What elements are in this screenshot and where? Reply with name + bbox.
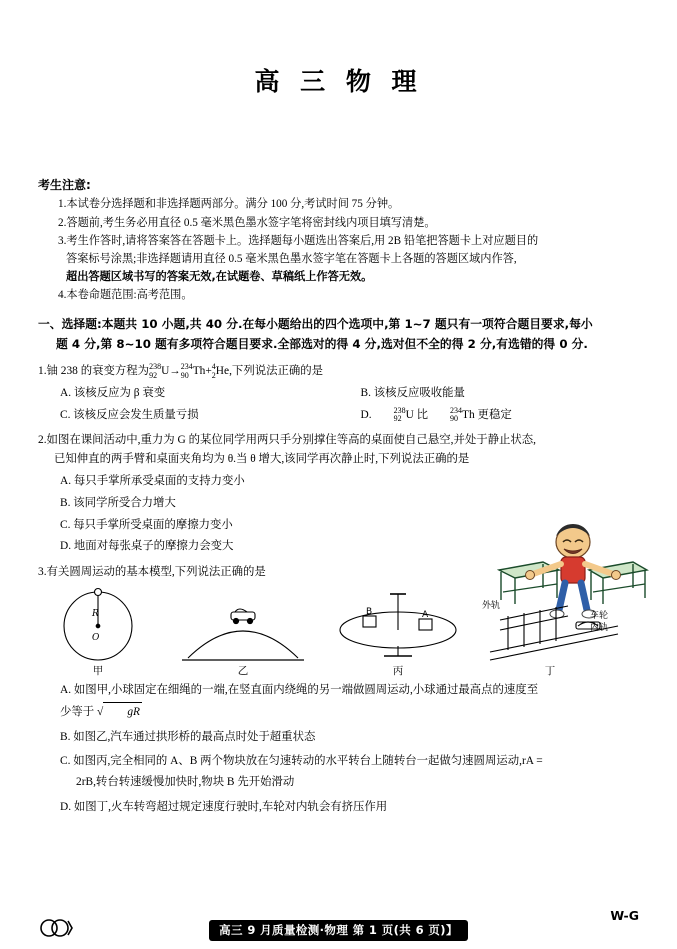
notice-item-3-cont-1: 答案标号涂黑;非选择题请用直径 0.5 毫米黑色墨水签字笔在答题卡上各题的答题区域内作答, (66, 252, 517, 265)
q1-optd-n2-charge: 90 (450, 414, 459, 424)
q1-optd-n1-charge: 92 (393, 414, 402, 424)
q1-nuclide-1-charge: 92 (149, 370, 158, 380)
question-2-stem-line-1 (38, 431, 639, 450)
q3-stem-text: 有关圆周运动的基本模型,下列说法正确的是 (46, 566, 266, 579)
q1-optd-n1-mass: 238 (393, 405, 406, 415)
circular-motion-figures (38, 586, 638, 672)
q1-option-d[interactable] (339, 406, 640, 425)
notice-item-3-cont-2: 超出答题区域书写的答案无效,在试题卷、草稿纸上作答无效。 (66, 270, 373, 283)
q1-nuclide-1-indices (149, 363, 161, 379)
q1-nuclide-2-mass: 234 (180, 362, 193, 372)
fig-ding-label-outer: 外轨 (482, 601, 501, 612)
q1-nuclide-1-symbol: U→ (161, 364, 181, 377)
q3-number: 3. (38, 566, 47, 579)
q3-option-b[interactable]: B. 如图乙,汽车通过拱形桥的最高点时处于超重状态 (60, 730, 316, 743)
q1-nuclide-3-charge: 2 (211, 370, 216, 380)
q1-nuclide-2-symbol: Th+ (192, 364, 212, 377)
section-1-heading (38, 315, 639, 355)
question-1 (38, 362, 639, 424)
figure-label-ding: 丁 (544, 665, 556, 678)
candidate-notice (38, 98, 639, 304)
q1-nuclide-3-symbol: He, (215, 364, 232, 377)
q2-option-a[interactable]: A. 每只手掌所承受桌面的支持力变小 (60, 474, 245, 487)
q2-option-d[interactable]: D. 地面对每张桌子的摩擦力会变大 (60, 540, 234, 553)
q1-optd-n2-symbol: Th 更稳定 (462, 408, 512, 421)
question-3-figures (38, 586, 639, 678)
q2-number: 2. (38, 434, 47, 447)
figure-label-jia: 甲 (92, 665, 104, 678)
footer-paper-code: W-G (610, 908, 639, 923)
fig-ding-label-inner: 内轨 (590, 623, 609, 634)
q3-option-c-line-2: 2rB,转台转速缓慢加快时,物块 B 先开始滑动 (76, 776, 295, 789)
q1-optd-n2-mass: 234 (450, 405, 463, 415)
notice-item-1: 1.本试卷分选择题和非选择题两部分。满分 100 分,考试时间 75 分钟。 (58, 198, 400, 211)
fig-jia-label-O: O (92, 633, 100, 644)
q1-option-d-prefix: D. (360, 408, 372, 421)
fig-ding-label-wheel: 车轮 (590, 611, 609, 622)
q3-option-a-sqrt-content: gR (103, 702, 142, 722)
figure-label-bing: 丙 (392, 665, 404, 678)
q1-optd-nuclide-1-indices (372, 407, 406, 423)
page-footer (0, 920, 677, 941)
figure-label-yi: 乙 (237, 665, 249, 678)
notice-heading: 考生注意: (38, 178, 91, 192)
question-1-stem (38, 362, 639, 381)
page-title: 高 三 物 理 (254, 67, 423, 96)
notice-item-3: 3.考生作答时,请将答案答在答题卡上。选择题每小题选出答案后,用 2B 铅笔把答题卡上对应题目的 (58, 234, 539, 247)
q3-option-c-line-1: C. 如图丙,完全相同的 A、B 两个物块放在匀速转动的水平转台上随转台一起做匀速圆周运动,rA = (60, 755, 543, 768)
q3-option-a-line-1: A. 如图甲,小球固定在细绳的一端,在竖直面内绕绳的另一端做圆周运动,小球通过最高点的速度至 (60, 684, 539, 697)
question-3-options (38, 681, 639, 817)
q1-nuclide-1-mass: 238 (149, 362, 162, 372)
q3-option-a[interactable] (38, 681, 639, 700)
sqrt-icon: √ (97, 705, 104, 718)
q3-option-c[interactable] (38, 752, 639, 771)
fig-bing-label-B: B (366, 607, 373, 618)
q1-options-row-1 (38, 384, 639, 403)
q1-option-c[interactable]: C. 该核反应会发生质量亏损 (60, 408, 199, 421)
section-1-line-2: 题 4 分,第 8~10 题有多项符合题目要求.全部选对的得 4 分,选对但不全的得 2 分,有选错的得 0 分. (56, 337, 588, 352)
q1-nuclide-2-charge: 90 (180, 370, 189, 380)
q1-stem-pre: 铀 238 的衰变方程为 (46, 364, 150, 377)
footer-badge: 高三 9 月质量检测·物理 第 1 页(共 6 页)】 (209, 920, 468, 941)
q1-option-a[interactable]: A. 该核反应为 β 衰变 (60, 386, 166, 399)
q2-option-b[interactable]: B. 该同学所受合力增大 (60, 496, 176, 509)
figure-jia (64, 589, 132, 661)
notice-item-2: 2.答题前,考生务必用直径 0.5 毫米黑色墨水签字笔将密封线内项目填写清楚。 (58, 216, 436, 229)
q1-options-row-2 (38, 406, 639, 425)
q2-line-1: 如图在课间活动中,重力为 G 的某位同学用两只手分别撑住等高的桌面使自己悬空,并处于静止状态, (46, 434, 537, 447)
q1-optd-n1-symbol: U 比 (405, 408, 429, 421)
figure-yi (182, 609, 304, 660)
q1-stem-post: 下列说法正确的是 (231, 364, 324, 377)
fig-jia-label-R: R (92, 609, 99, 620)
q1-nuclide-3-mass: 4 (211, 362, 216, 372)
fig-bing-label-A: A (422, 610, 429, 621)
figure-bing (340, 594, 456, 656)
q3-option-a-line-2-pre: 少等于 (60, 705, 95, 718)
q3-option-a-line-2 (38, 702, 639, 722)
q2-line-2: 已知伸直的两手臂和桌面夹角均为 θ.当 θ 增大,该同学再次静止时,下列说法正确的是 (54, 453, 470, 466)
q3-option-d[interactable]: D. 如图丁,火车转弯超过规定速度行驶时,车轮对内轨会有挤压作用 (60, 801, 388, 814)
q1-option-b[interactable]: B. 该核反应吸收能量 (360, 386, 465, 399)
q1-number: 1. (38, 364, 47, 377)
section-1-line-1: 一、选择题:本题共 10 小题,共 40 分.在每小题给出的四个选项中,第 1~7 题只有一项符合题目要求,每小 (38, 317, 593, 332)
q1-optd-nuclide-2-indices (428, 407, 462, 423)
q1-nuclide-2-indices (181, 363, 193, 379)
q2-option-c[interactable]: C. 每只手掌所受桌面的摩擦力变小 (60, 518, 233, 531)
notice-item-4: 4.本卷命题范围:高考范围。 (58, 289, 193, 302)
